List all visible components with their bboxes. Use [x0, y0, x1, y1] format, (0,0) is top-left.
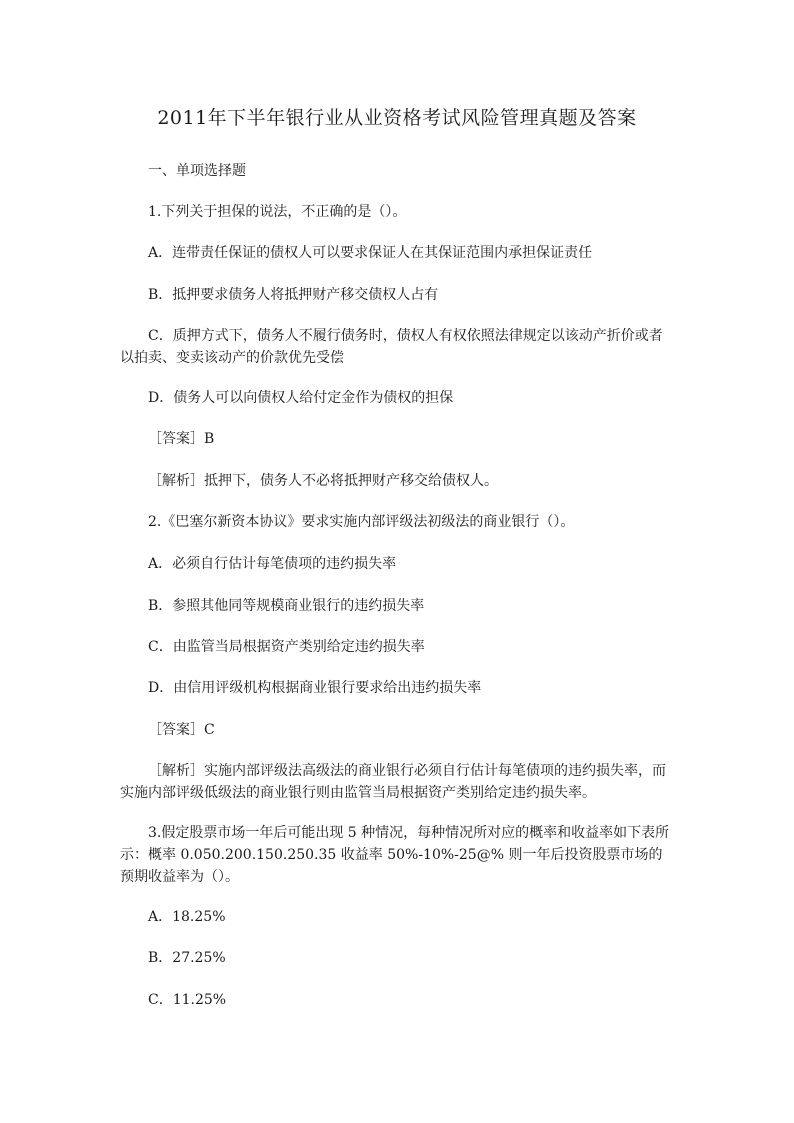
- question-1-option-d: D．债务人可以向债权人给付定金作为债权的担保: [148, 390, 454, 406]
- question-2-option-d: D．由信用评级机构根据商业银行要求给出违约损失率: [148, 680, 482, 696]
- question-2-option-c: C．由监管当局根据资产类别给定违约损失率: [148, 639, 425, 655]
- question-1-analysis: ［解析］抵押下，债务人不必将抵押财产移交给债权人。: [148, 473, 498, 489]
- question-2-option-b: B．参照其他同等规模商业银行的违约损失率: [148, 598, 425, 614]
- question-3-option-a: A．18.25%: [148, 909, 226, 925]
- question-1-stem: 1.下列关于担保的说法，不正确的是（）。: [148, 204, 407, 220]
- question-2-stem: 2.《巴塞尔新资本协议》要求实施内部评级法初级法的商业银行（）。: [148, 514, 575, 530]
- question-3-option-c: C．11.25%: [148, 992, 227, 1008]
- question-2-answer: ［答案］C: [148, 722, 215, 738]
- question-3-stem: 3.假定股票市场一年后可能出现 5 种情况，每种情况所对应的概率和收益率如下表所示：概率 0.050.200.150.250.35 收益率 50%-10%-25@% 则一年后投资股票市场的预期收益率为（）。: [120, 825, 670, 885]
- question-1-answer: ［答案］B: [148, 431, 215, 447]
- question-2-option-a: A．必须自行估计每笔债项的违约损失率: [148, 556, 397, 572]
- question-1-option-a: A．连带责任保证的债权人可以要求保证人在其保证范围内承担保证责任: [148, 245, 593, 261]
- question-2-analysis: ［解析］实施内部评级法高级法的商业银行必须自行估计每笔债项的违约损失率，而实施内部评级低级法的商业银行则由监管当局根据资产类别给定违约损失率。: [120, 763, 666, 801]
- question-1-option-c: C．质押方式下，债务人不履行债务时，债权人有权依照法律规定以该动产折价或者以拍卖、变卖该动产的价款优先受偿: [120, 328, 663, 366]
- question-3-option-b: B．27.25%: [148, 950, 226, 966]
- section-heading: 一、单项选择题: [148, 163, 246, 179]
- question-1-option-b: B．抵押要求债务人将抵押财产移交债权人占有: [148, 287, 439, 303]
- document-title: 2011年下半年银行业从业资格考试风险管理真题及答案: [157, 107, 637, 129]
